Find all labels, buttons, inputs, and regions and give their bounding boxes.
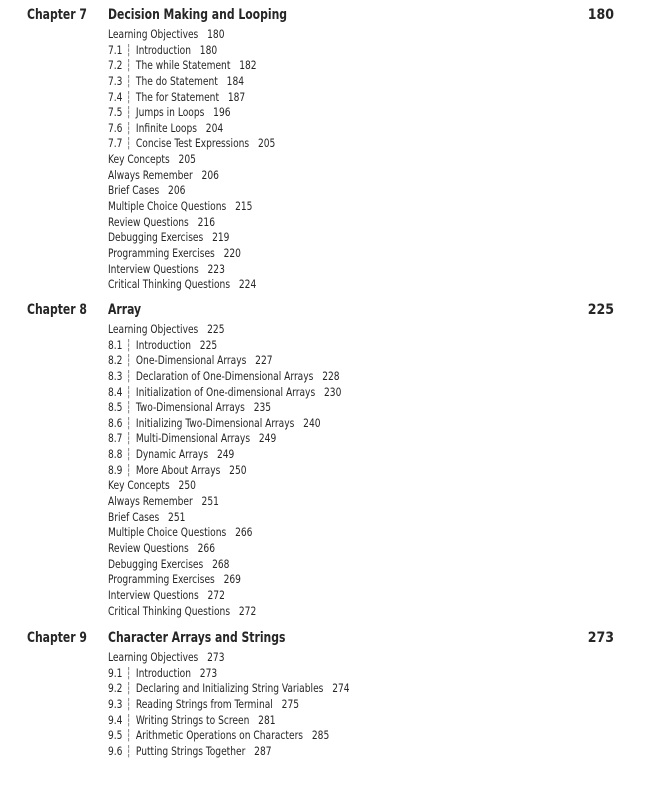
toc-entry	[108, 199, 275, 215]
entry-page-number: 205	[257, 136, 276, 151]
section-number: 7.5	[108, 105, 123, 120]
entry-page-number: 281	[258, 712, 276, 727]
chapter-page-number: 180	[587, 7, 614, 23]
entry-title: The do Statement	[135, 73, 218, 88]
entry-title: Initializing Two-Dimensional Arrays	[135, 415, 295, 430]
entry-title: More About Arrays	[135, 462, 221, 477]
entry-page-number: 180	[207, 27, 225, 41]
toc-entry	[108, 447, 341, 463]
section-number: 8.3	[108, 368, 123, 383]
entry-page-number: 251	[168, 509, 186, 524]
entry-title: Two-Dimensional Arrays	[135, 400, 245, 415]
section-number: 8.9	[108, 462, 123, 477]
entry-title: Introduction	[135, 337, 191, 352]
entry-page-number: 206	[201, 167, 219, 182]
dotted-separator-icon: ┆	[125, 681, 132, 696]
toc-entry	[108, 525, 341, 541]
dotted-separator-icon: ┆	[125, 337, 132, 352]
entry-page-number: 251	[201, 494, 219, 509]
toc-entry	[108, 168, 275, 184]
dotted-separator-icon: ┆	[125, 89, 132, 104]
entry-page-number: 224	[238, 277, 257, 292]
entry-title: Dynamic Arrays	[135, 447, 209, 462]
entry-title: Interview Questions	[108, 261, 199, 276]
section-number: 9.2	[108, 681, 123, 696]
section-number: 8.6	[108, 415, 123, 430]
entry-page-number: 225	[199, 337, 218, 352]
entry-page-number: 249	[216, 447, 235, 462]
toc-entry	[108, 666, 350, 682]
toc-entry	[108, 215, 275, 231]
entry-title: Programming Exercises	[108, 572, 215, 587]
toc-entry	[108, 463, 341, 479]
dotted-separator-icon: ┆	[125, 712, 132, 727]
toc-entry	[108, 510, 341, 526]
entry-title: Initialization of One-dimensional Arrays	[135, 384, 316, 399]
entry-title: Critical Thinking Questions	[108, 603, 231, 618]
entry-title: Multiple Choice Questions	[108, 525, 227, 540]
entry-title: Brief Cases	[108, 509, 160, 524]
section-number: 9.3	[108, 696, 123, 711]
toc-entry	[108, 572, 341, 588]
toc-entry	[108, 681, 350, 697]
entry-page-number: 269	[223, 572, 241, 587]
entry-title: The while Statement	[135, 58, 231, 73]
toc-entry	[108, 728, 350, 744]
entry-title: The for Statement	[135, 89, 220, 104]
section-number: 7.1	[108, 42, 123, 57]
toc-entry	[108, 713, 350, 729]
entry-title: Writing Strings to Screen	[135, 712, 250, 727]
section-number: 8.7	[108, 431, 123, 446]
entry-page-number: 184	[226, 73, 245, 88]
toc-entry	[108, 322, 341, 338]
dotted-separator-icon: ┆	[125, 58, 132, 73]
entry-title: Review Questions	[108, 540, 189, 555]
entry-title: Introduction	[135, 42, 191, 57]
dotted-separator-icon: ┆	[125, 120, 132, 135]
entry-title: Debugging Exercises	[108, 230, 204, 245]
entry-page-number: 220	[223, 245, 241, 260]
toc-entry	[108, 136, 275, 152]
toc-entry	[108, 90, 275, 106]
dotted-separator-icon: ┆	[125, 353, 132, 368]
toc-entries	[108, 322, 373, 619]
entry-page-number: 205	[178, 152, 196, 167]
entry-title: Learning Objectives	[108, 650, 199, 664]
toc-entry	[108, 650, 350, 666]
section-number: 7.7	[108, 136, 123, 151]
dotted-separator-icon: ┆	[125, 384, 132, 399]
entry-title: Always Remember	[108, 167, 193, 182]
section-number: 8.4	[108, 384, 123, 399]
entry-page-number: 250	[229, 462, 247, 477]
dotted-separator-icon: ┆	[125, 415, 132, 430]
dotted-separator-icon: ┆	[125, 368, 132, 383]
toc-entry	[108, 494, 341, 510]
toc-entry	[108, 246, 275, 262]
entry-title: Learning Objectives	[108, 27, 199, 41]
entry-title: Multi-Dimensional Arrays	[135, 431, 251, 446]
entry-page-number: 215	[235, 199, 253, 214]
dotted-separator-icon: ┆	[125, 696, 132, 711]
entry-page-number: 272	[238, 603, 257, 618]
toc-entry	[108, 416, 341, 432]
section-number: 7.3	[108, 73, 123, 88]
toc-entry	[108, 369, 341, 385]
chapter-page-number: 225	[587, 302, 614, 318]
toc-entry	[108, 478, 341, 494]
entry-title: Review Questions	[108, 214, 189, 229]
chapter-page-number: 273	[587, 630, 614, 646]
entry-title: Reading Strings from Terminal	[135, 696, 273, 711]
toc-entry	[108, 697, 350, 713]
entry-page-number: 206	[168, 183, 186, 198]
toc-entry	[108, 105, 275, 121]
entry-page-number: 249	[258, 431, 277, 446]
toc-entry	[108, 43, 275, 59]
dotted-separator-icon: ┆	[125, 462, 132, 477]
section-number: 7.2	[108, 58, 123, 73]
entry-page-number: 287	[254, 743, 272, 758]
entry-title: Critical Thinking Questions	[108, 277, 231, 292]
toc-entry	[108, 338, 341, 354]
dotted-separator-icon: ┆	[125, 743, 132, 758]
section-number: 8.2	[108, 353, 123, 368]
entry-page-number: 272	[207, 587, 225, 602]
dotted-separator-icon: ┆	[125, 136, 132, 151]
entry-title: Learning Objectives	[108, 322, 199, 336]
section-number: 8.5	[108, 400, 123, 415]
entry-page-number: 266	[197, 540, 215, 555]
chapter-label: Chapter 8	[27, 302, 87, 318]
entry-page-number: 273	[199, 665, 218, 680]
entry-title: Infinite Loops	[135, 120, 198, 135]
entry-page-number: 273	[207, 650, 225, 664]
entry-page-number: 228	[322, 368, 340, 383]
section-number: 9.6	[108, 743, 123, 758]
dotted-separator-icon: ┆	[125, 400, 132, 415]
entry-title: Always Remember	[108, 494, 193, 509]
entry-title: One-Dimensional Arrays	[135, 353, 247, 368]
entry-title: Debugging Exercises	[108, 556, 204, 571]
entry-title: Jumps in Loops	[135, 105, 205, 120]
chapter-label: Chapter 7	[27, 7, 87, 23]
section-number: 7.6	[108, 120, 123, 135]
toc-entry	[108, 744, 350, 760]
toc-entry	[108, 183, 275, 199]
toc-entry	[108, 604, 341, 620]
entry-page-number: 223	[207, 261, 225, 276]
entry-page-number: 240	[303, 415, 321, 430]
entry-title: Declaration of One-Dimensional Arrays	[135, 368, 314, 383]
toc-entry	[108, 400, 341, 416]
entry-page-number: 182	[239, 58, 257, 73]
entry-page-number: 196	[213, 105, 231, 120]
entry-page-number: 250	[178, 478, 196, 493]
entry-title: Brief Cases	[108, 183, 160, 198]
entry-page-number: 230	[323, 384, 342, 399]
entry-page-number: 219	[212, 230, 230, 245]
entry-page-number: 227	[255, 353, 273, 368]
dotted-separator-icon: ┆	[125, 447, 132, 462]
entry-title: Multiple Choice Questions	[108, 199, 227, 214]
entry-title: Key Concepts	[108, 152, 170, 167]
entry-title: Arithmetic Operations on Characters	[135, 728, 304, 743]
entry-page-number: 180	[199, 42, 218, 57]
entry-title: Key Concepts	[108, 478, 170, 493]
entry-page-number: 268	[212, 556, 230, 571]
dotted-separator-icon: ┆	[125, 665, 132, 680]
section-number: 9.5	[108, 728, 123, 743]
dotted-separator-icon: ┆	[125, 728, 132, 743]
toc-entries	[108, 650, 383, 759]
toc-entry	[108, 385, 341, 401]
entry-page-number: 266	[235, 525, 253, 540]
toc-entry	[108, 353, 341, 369]
entry-title: Interview Questions	[108, 587, 199, 602]
toc-entry	[108, 230, 275, 246]
entry-page-number: 275	[281, 696, 300, 711]
dotted-separator-icon: ┆	[125, 42, 132, 57]
entry-page-number: 225	[207, 322, 225, 336]
chapter-label: Chapter 9	[27, 630, 87, 646]
toc-entry	[108, 58, 275, 74]
toc-entry	[108, 277, 275, 293]
toc-entry	[108, 541, 341, 557]
toc-entry	[108, 152, 275, 168]
toc-entry	[108, 121, 275, 137]
entry-title: Declaring and Initializing String Variables	[135, 681, 324, 696]
toc-entry	[108, 74, 275, 90]
toc-entry	[108, 588, 341, 604]
entry-title: Introduction	[135, 665, 191, 680]
section-number: 9.4	[108, 712, 123, 727]
entry-page-number: 216	[197, 214, 215, 229]
toc-entry	[108, 27, 275, 43]
dotted-separator-icon: ┆	[125, 73, 132, 88]
section-number: 8.8	[108, 447, 123, 462]
section-number: 7.4	[108, 89, 123, 104]
entry-page-number: 274	[332, 681, 350, 696]
entry-title: Programming Exercises	[108, 245, 215, 260]
entry-page-number: 187	[227, 89, 246, 104]
entry-title: Concise Test Expressions	[135, 136, 250, 151]
toc-entry	[108, 262, 275, 278]
section-number: 8.1	[108, 337, 123, 352]
dotted-separator-icon: ┆	[125, 105, 132, 120]
toc-entry	[108, 557, 341, 573]
entry-page-number: 285	[311, 728, 330, 743]
entry-page-number: 204	[205, 120, 224, 135]
chapter-title: Decision Making and Looping	[108, 7, 288, 23]
toc-entries	[108, 27, 298, 293]
entry-page-number: 235	[253, 400, 272, 415]
entry-title: Putting Strings Together	[135, 743, 246, 758]
chapter-title: Array	[108, 302, 142, 318]
chapter-title: Character Arrays and Strings	[108, 630, 286, 646]
toc-entry	[108, 431, 341, 447]
section-number: 9.1	[108, 665, 123, 680]
dotted-separator-icon: ┆	[125, 431, 132, 446]
